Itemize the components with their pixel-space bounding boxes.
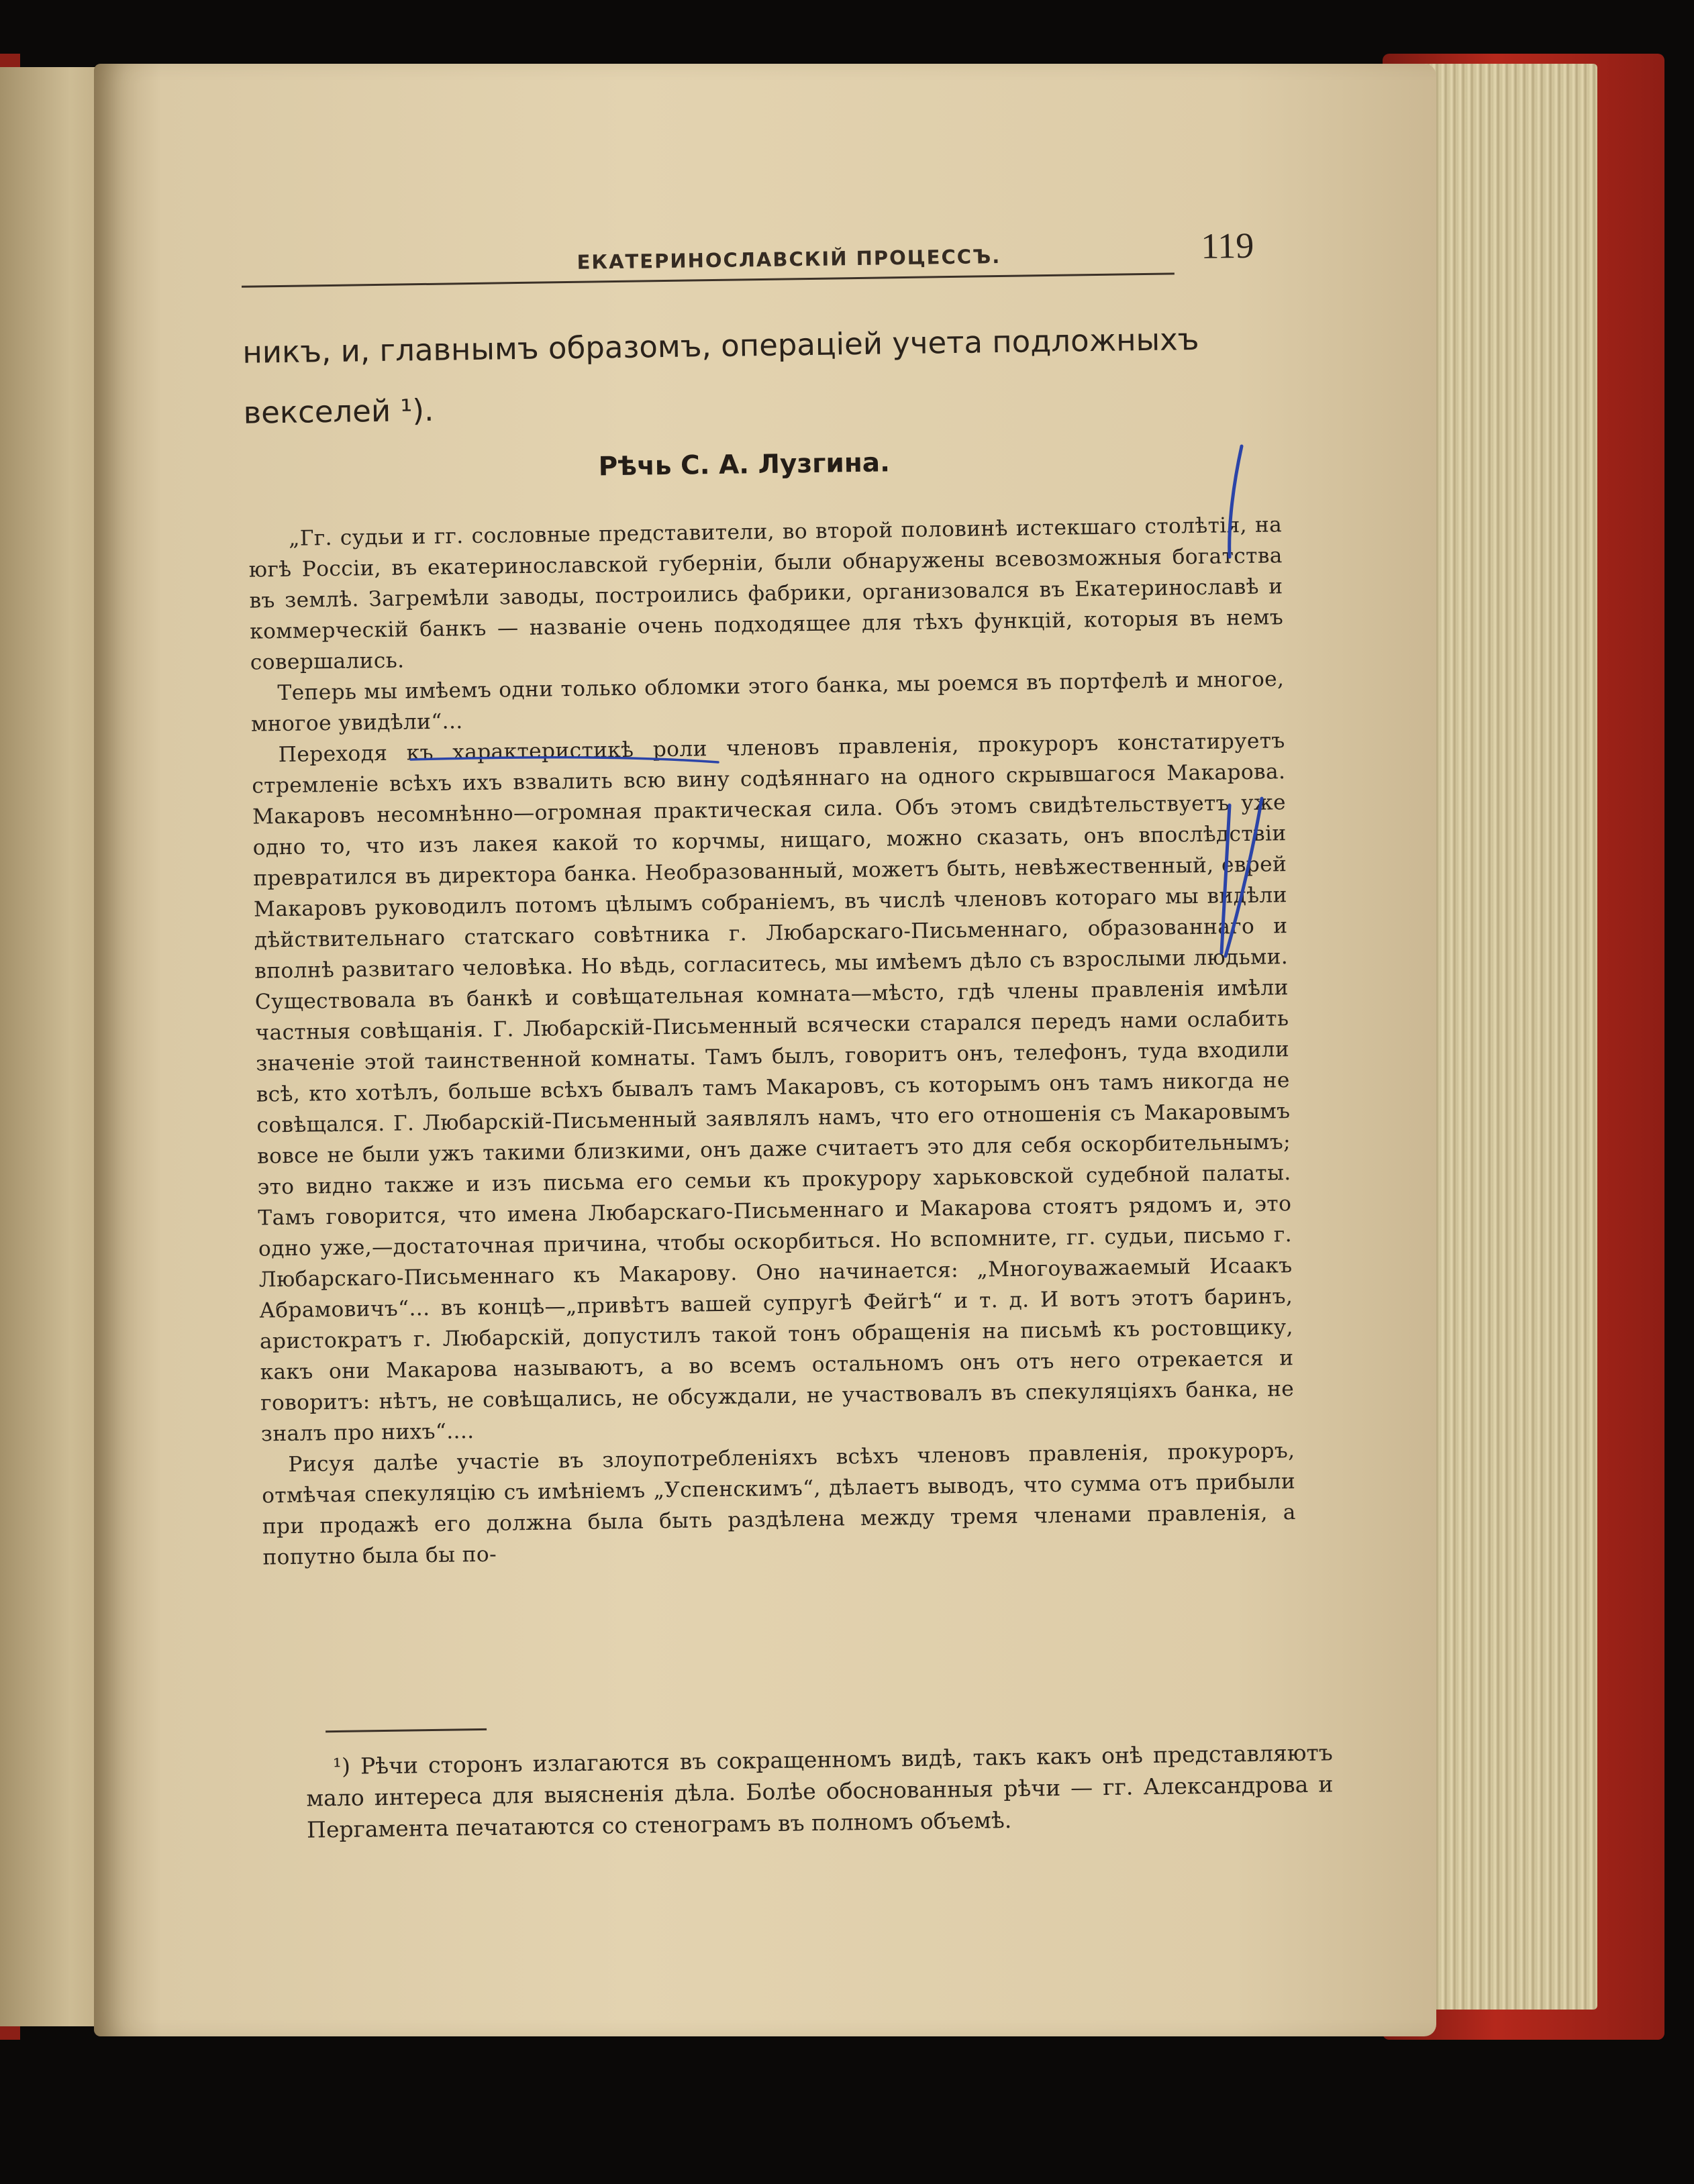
footnote-rule xyxy=(326,1728,487,1732)
speech-heading: Рѣчь С. А. Лузгина. xyxy=(598,448,891,482)
header-rule xyxy=(242,272,1175,287)
footnote: ¹) Рѣчи сторонъ излагаются въ сокращенномъ видѣ, такъ какъ онѣ представляютъ мало интереса для выясненія дѣла. Болѣе обоснованныя рѣчи — гг. Александрова и Пергамента печатаются со стенограмъ въ полномъ объемѣ. xyxy=(306,1739,1334,1843)
paragraph: Теперь мы имѣемъ одни только обломки этого банка, мы роемся въ портфелѣ и многое, многое увидѣли“... xyxy=(250,667,1285,737)
page-number: 119 xyxy=(1200,225,1254,266)
running-title: ЕКАТЕРИНОСЛАВСКІЙ ПРОЦЕССЪ. xyxy=(577,244,1001,274)
paragraph: „Гг. судьи и гг. сословные представители, во второй половинѣ истекшаго столѣтія, на югѣ Россіи, въ екатеринославской губерніи, были обнаружены всевозможныя богатства въ землѣ. Загремѣли заводы, построились фабрики, организовался въ Екатеринославѣ и коммерческій банкъ — названіе очень подходящее для тѣхъ функцій, которыя въ немъ совершались. xyxy=(248,513,1284,675)
paragraph: Рисуя далѣе участіе въ злоупотребленіяхъ всѣхъ членовъ правленія, прокуроръ, отмѣчая спекуляцію съ имѣніемъ „Успенскимъ“, дѣлаетъ выводъ, что сумма отъ прибыли при продажѣ его должна была быть раздѣлена между тремя членами правленія, а попутно была бы по- xyxy=(261,1439,1296,1570)
lead-text: никъ, и, главнымъ образомъ, операціей учета подложныхъ векселей ¹). xyxy=(242,321,1199,431)
paragraph: Переходя къ характеристикѣ роли членовъ правленія, прокуроръ констатируетъ стремленіе всѣхъ ихъ взвалить всю вину содѣяннаго на одного скрывшагося Макарова. Макаровъ несомнѣнно—огромная практическая сила. Объ этомъ свидѣтельствуетъ уже одно то, что изъ лакея какой то корчмы, нищаго, можно сказать, онъ впослѣдствіи превратился въ директора банка. Необразованный, можетъ быть, невѣжественный, еврей Макаровъ руководилъ потомъ цѣлымъ собраніемъ, въ числѣ членовъ котораго мы видѣли дѣйствительнаго статскаго совѣтника г. Любарскаго-Письменнаго, образованнаго и вполнѣ развитаго человѣка. Но вѣдь, согласитесь, мы имѣемъ дѣло съ взрослыми людьми. Существовала въ банкѣ и совѣщательная комната—мѣсто, гдѣ члены правленія имѣли частныя совѣщанія. Г. Любарскій-Письменный всячески старался передъ нами ослабить значеніе этой таинственной комнаты. Тамъ былъ, говоритъ онъ, телефонъ, туда входили всѣ, кто хотѣлъ, больше всѣхъ бывалъ тамъ Макаровъ, съ которымъ онъ тамъ никогда не совѣщался. Г. Любарскій-Письменный заявлялъ намъ, что его отношенія съ Макаровымъ вовсе не были ужъ такими близкими, онъ даже считаетъ это для себя оскорбительнымъ; это видно также и изъ письма его семьи къ прокурору харьковской судебной палаты. Тамъ говорится, что имена Любарскаго-Письменнаго и Макарова стоятъ рядомъ и, это одно уже,—достаточная причина, чтобы оскорбиться. Но вспомните, гг. судьи, письмо г. Любарскаго-Письменнаго къ Макарову. Оно начинается: „Многоуважаемый Исаакъ Абрамовичъ“... въ концѣ—„привѣтъ вашей супругѣ Фейгѣ“ и т. д. И вотъ этотъ баринъ, аристократъ г. Любарскій, допустилъ такой тонъ обращенія на письмѣ къ ростовщику, какъ они Макарова называютъ, а во всемъ остальномъ онъ отъ него отрекается и говоритъ: нѣтъ, не совѣщались, не обсуждали, не участвовалъ въ спекуляціяхъ банка, не зналъ про нихъ“.... xyxy=(252,729,1295,1447)
running-head xyxy=(240,177,1268,285)
body-text xyxy=(248,509,1297,1573)
book-page xyxy=(94,64,1436,2036)
page-content xyxy=(81,54,1451,2046)
